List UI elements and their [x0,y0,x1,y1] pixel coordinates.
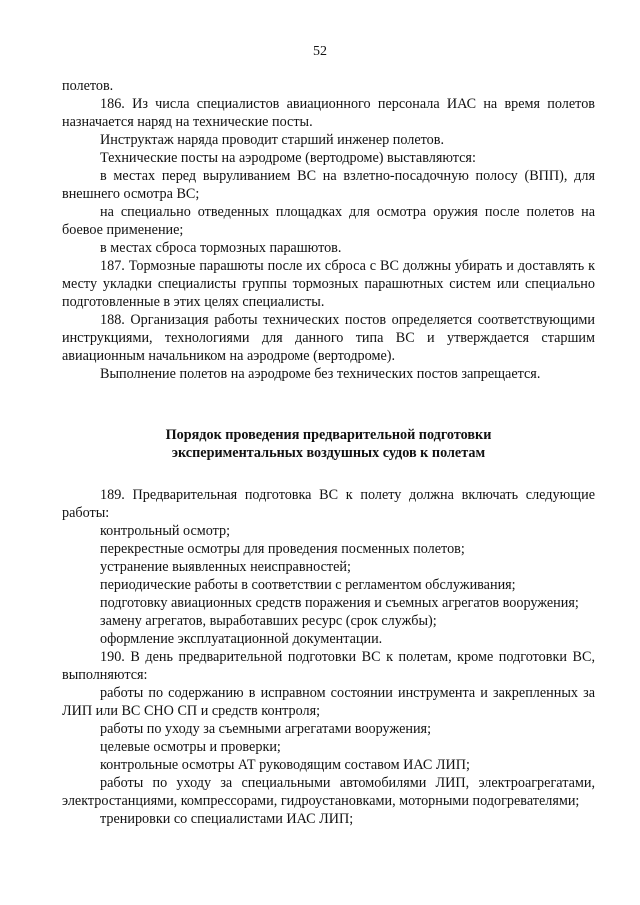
paragraph: полетов. [62,78,114,94]
page-number: 52 [313,44,327,59]
paragraph: 190. В день предварительной подготовки ВС к полетам, кроме подготовки ВС, выполняются: [62,649,595,683]
paragraph: работы по уходу за съемными агрегатами вооружения; [100,721,432,737]
paragraph: 188. Организация работы технических постов определяется соответствующими инструкциями, технологиями для данного типа ВС и утверждается старшим авиационным начальником на аэродроме (вертодроме). [62,312,595,364]
paragraph: в местах перед выруливанием ВС на взлетно-посадочную полосу (ВПП), для внешнего осмотра ВС; [62,168,595,202]
paragraph: устранение выявленных неисправностей; [100,559,351,575]
paragraph: контрольный осмотр; [100,523,231,539]
paragraph: в местах сброса тормозных парашютов. [100,240,342,256]
section-heading-line: Порядок проведения предварительной подготовки [165,427,492,443]
paragraph: на специально отведенных площадках для осмотра оружия после полетов на боевое применение; [62,204,595,238]
paragraph: Технические посты на аэродроме (вертодроме) выставляются: [100,150,476,166]
paragraph: 189. Предварительная подготовка ВС к полету должна включать следующие работы: [62,487,595,521]
paragraph: работы по содержанию в исправном состоянии инструмента и закрепленных за ЛИП или ВС СНО СП и средств контроля; [62,685,595,719]
paragraph: целевые осмотры и проверки; [100,739,281,755]
paragraph: 187. Тормозные парашюты после их сброса с ВС должны убирать и доставлять к месту укладки специалисты группы тормозных парашютных систем или специально подготовленные в этих целях специалисты. [62,258,595,310]
paragraph: Инструктаж наряда проводит старший инженер полетов. [100,132,445,148]
paragraph: работы по уходу за специальными автомобилями ЛИП, электроагрегатами, электростанциями, компрессорами, гидроустановками, моторными подогревателями; [62,775,595,809]
paragraph: Выполнение полетов на аэродроме без технических постов запрещается. [100,366,541,382]
section-heading-line: экспериментальных воздушных судов к полетам [171,445,486,461]
paragraph: 186. Из числа специалистов авиационного персонала ИАС на время полетов назначается наряд на технические посты. [62,96,595,130]
paragraph: перекрестные осмотры для проведения посменных полетов; [100,541,465,557]
paragraph: тренировки со специалистами ИАС ЛИП; [100,811,354,827]
paragraph: оформление эксплуатационной документации. [100,631,383,647]
page-body [62,77,595,828]
paragraph: замену агрегатов, выработавших ресурс (срок службы); [100,613,437,629]
paragraph: контрольные осмотры АТ руководящим составом ИАС ЛИП; [100,757,470,773]
paragraph: периодические работы в соответствии с регламентом обслуживания; [100,577,516,593]
paragraph: подготовку авиационных средств поражения и съемных агрегатов вооружения; [100,595,579,611]
section-heading [62,426,595,462]
